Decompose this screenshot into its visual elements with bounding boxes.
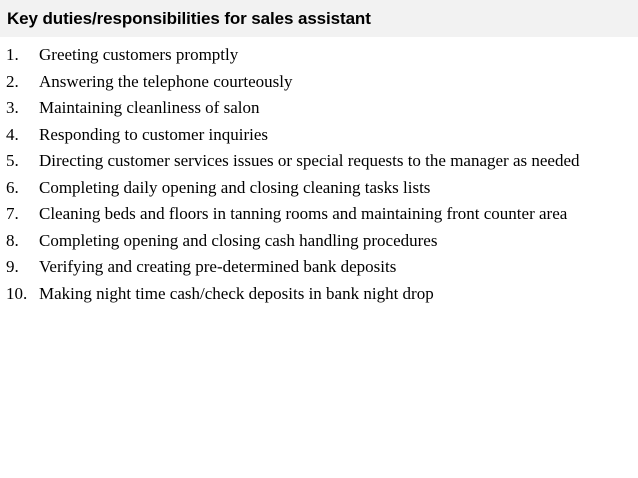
list-item-text: Maintaining cleanliness of salon: [39, 98, 260, 117]
list-item-text: Directing customer services issues or special requests to the manager as needed: [39, 151, 580, 170]
list-item-number: 10.: [6, 283, 28, 303]
list-item-text: Completing daily opening and closing cleaning tasks lists: [39, 177, 431, 197]
list-item: [0, 175, 630, 202]
duties-list: [0, 42, 630, 307]
list-item-text: Verifying and creating pre-determined bank deposits: [39, 257, 397, 276]
list-item-number: 7.: [6, 204, 19, 223]
list-item: [0, 281, 630, 308]
list-item: [0, 148, 630, 175]
list-item-number: 1.: [6, 45, 19, 64]
list-item-number: 9.: [6, 257, 19, 276]
list-item: [0, 201, 630, 228]
list-item-text: Responding to customer inquiries: [39, 124, 269, 144]
header-bar: [0, 0, 638, 37]
list-item-text: Completing opening and closing cash handling procedures: [39, 230, 438, 250]
page-title: Key duties/responsibilities for sales assistant: [7, 8, 371, 28]
list-item-text: Cleaning beds and floors in tanning rooms and maintaining front counter area: [39, 204, 568, 223]
list-item-number: 6.: [6, 177, 19, 197]
list-item-number: 5.: [6, 151, 19, 170]
list-item-number: 3.: [6, 98, 19, 117]
list-item: [0, 228, 630, 255]
list-item-number: 4.: [6, 124, 19, 144]
list-item-text: Answering the telephone courteously: [39, 71, 293, 91]
list-item: [0, 69, 630, 96]
list-item: [0, 42, 630, 69]
list-item-number: 2.: [6, 71, 19, 91]
list-item-number: 8.: [6, 230, 19, 250]
list-item: [0, 254, 630, 281]
list-item-text: Greeting customers promptly: [39, 45, 239, 64]
list-item: [0, 95, 630, 122]
list-item-text: Making night time cash/check deposits in bank night drop: [39, 283, 434, 303]
list-item: [0, 122, 630, 149]
